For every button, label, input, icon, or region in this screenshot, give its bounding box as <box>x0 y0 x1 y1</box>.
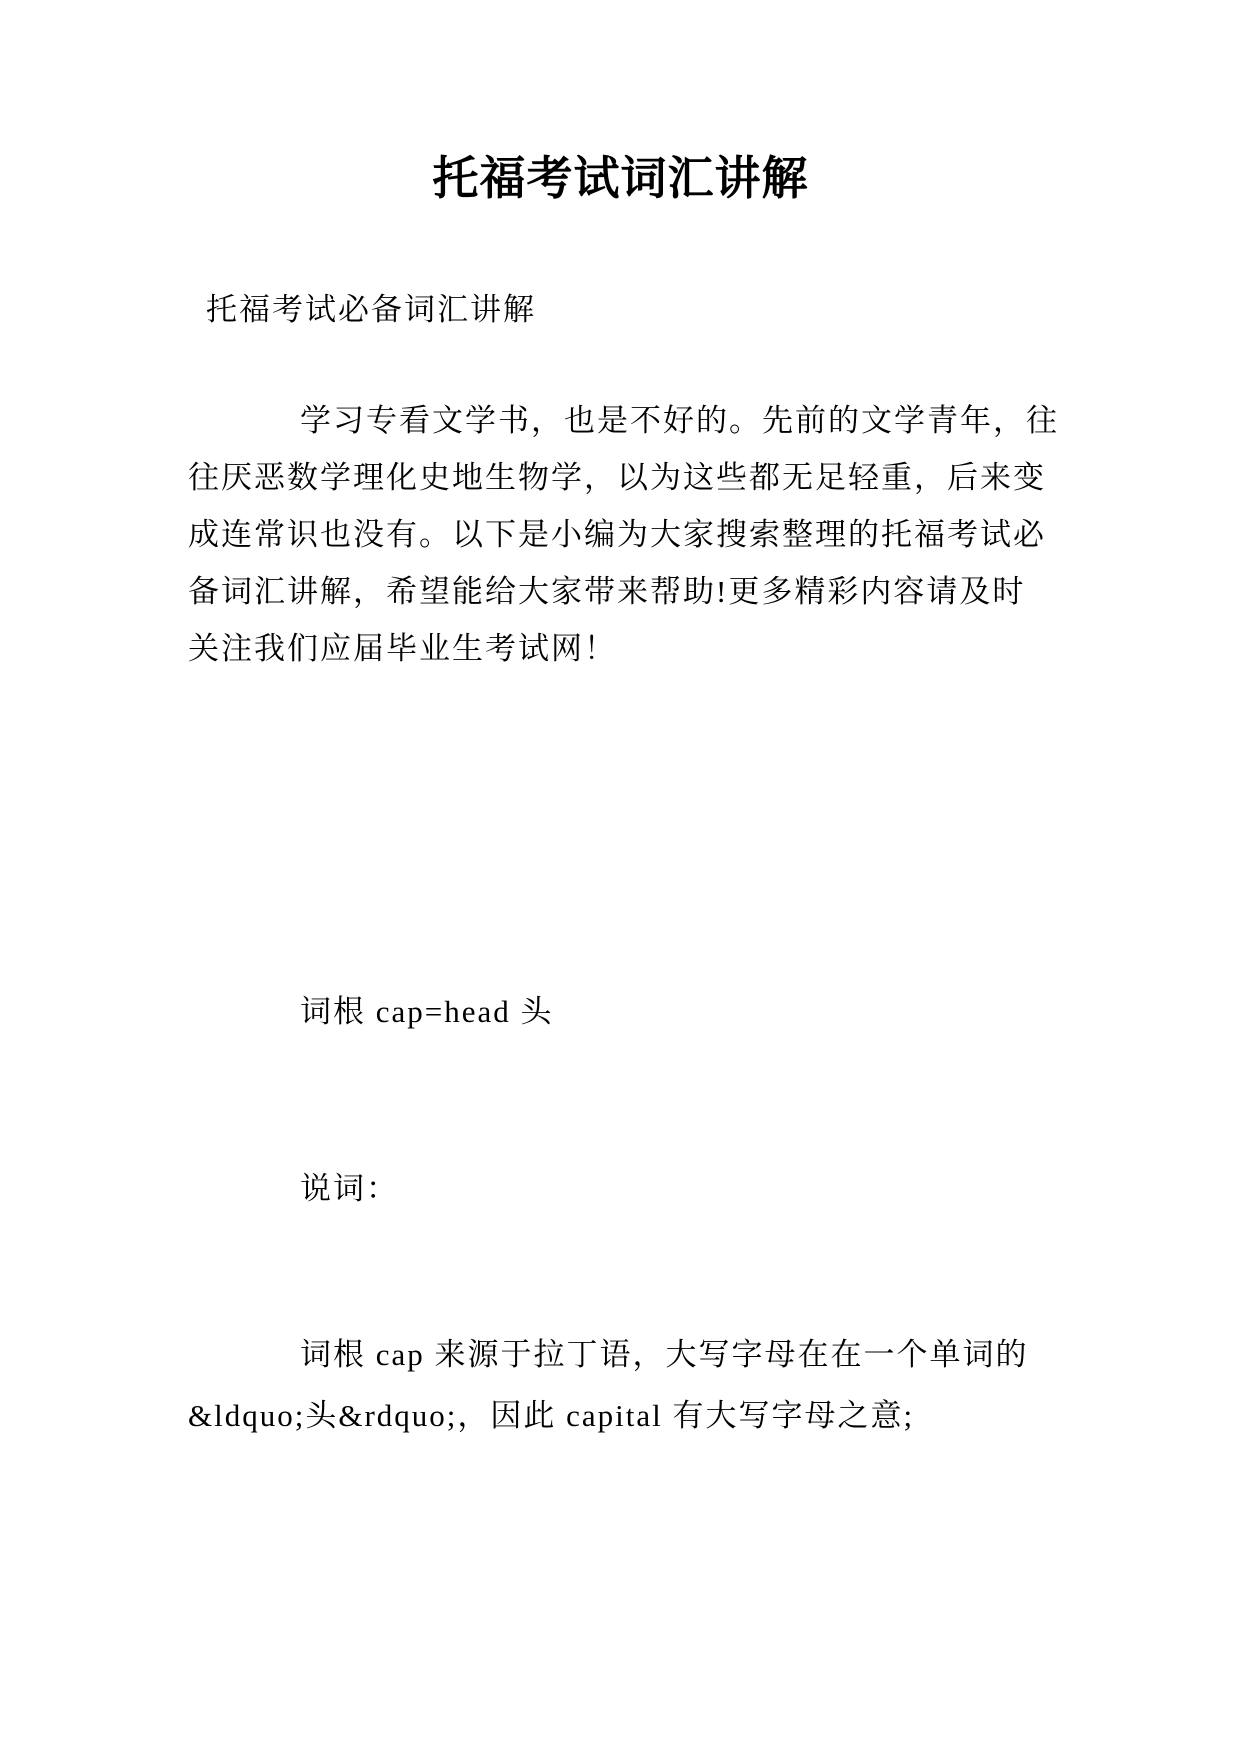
intro-line-5: 关注我们应届毕业生考试网！ <box>188 631 617 666</box>
section-label: 说词： <box>300 1171 399 1206</box>
document-title: 托福考试词汇讲解 <box>432 153 809 204</box>
intro-line-4: 备词汇讲解，希望能给大家带来帮助!更多精彩内容请及时 <box>188 574 1026 609</box>
explanation-paragraph <box>188 1324 1029 1446</box>
explanation-line-2: &ldquo;头&rdquo;，因此 capital 有大写字母之意; <box>188 1398 915 1433</box>
intro-line-1: 学习专看文学书，也是不好的。先前的文学青年，往 <box>300 403 1059 438</box>
intro-line-2: 往厌恶数学理化史地生物学，以为这些都无足轻重，后来变 <box>188 460 1046 495</box>
explanation-line-1: 词根 cap 来源于拉丁语，大写字母在在一个单词的 <box>300 1337 1029 1372</box>
intro-paragraph <box>188 392 1059 677</box>
word-root-heading: 词根 cap=head 头 <box>300 994 554 1029</box>
document-subtitle: 托福考试必备词汇讲解 <box>206 292 536 327</box>
intro-line-3: 成连常识也没有。以下是小编为大家搜索整理的托福考试必 <box>188 517 1046 552</box>
